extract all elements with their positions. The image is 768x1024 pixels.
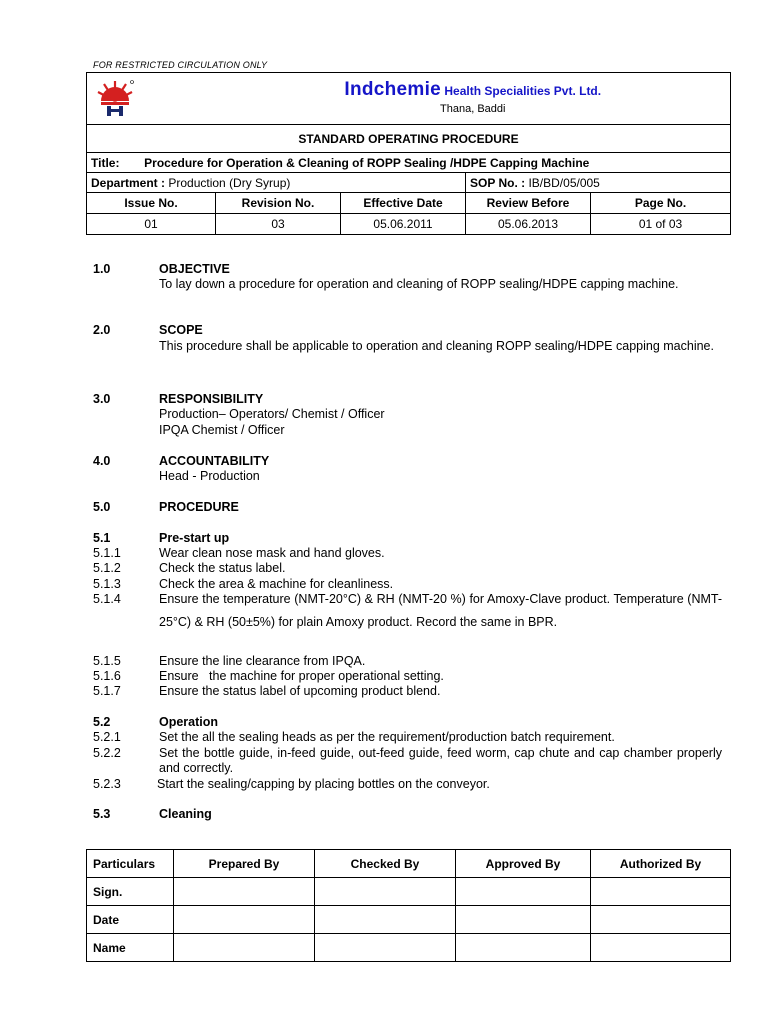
val-revision-no: 03: [216, 214, 341, 235]
step-number: 5.1.1: [93, 546, 121, 560]
subsection-number: 5.2: [93, 715, 111, 729]
sig-cell[interactable]: [591, 906, 731, 934]
section-text: Head - Production: [159, 469, 260, 483]
step-text: Set the all the sealing heads as per the requirement/production batch requirement.: [159, 730, 615, 744]
section-heading: PROCEDURE: [159, 500, 239, 514]
sop-number-cell: [466, 173, 731, 193]
subsection-heading: Cleaning: [159, 807, 212, 821]
sig-cell[interactable]: [456, 878, 591, 906]
sop-title: STANDARD OPERATING PROCEDURE: [87, 125, 731, 153]
col-page-no: Page No.: [591, 193, 731, 214]
subsection-heading: Pre-start up: [159, 531, 230, 545]
sig-row-sign: Sign.: [87, 878, 174, 906]
step-text: Start the sealing/capping by placing bottles on the conveyor.: [157, 777, 490, 791]
header-table: [86, 72, 731, 235]
col-effective-date: Effective Date: [341, 193, 466, 214]
sig-cell[interactable]: [315, 934, 456, 962]
sig-cell[interactable]: [591, 878, 731, 906]
section-text: Production– Operators/ Chemist / Officer: [159, 407, 385, 421]
step-number: 5.1.7: [93, 684, 121, 698]
company-name-rest: Health Specialities Pvt. Ltd.: [444, 84, 602, 98]
step-number: 5.1.5: [93, 654, 121, 668]
step-number: 5.1.6: [93, 669, 121, 683]
section-number: 3.0: [93, 392, 111, 406]
sig-cell[interactable]: [174, 906, 315, 934]
company-location: Thana, Baddi: [440, 103, 506, 115]
subsection-number: 5.3: [93, 807, 111, 821]
step-text: Ensure the line clearance from IPQA.: [159, 654, 366, 668]
sig-col-particulars: Particulars: [87, 850, 174, 878]
signature-table: [86, 849, 731, 962]
department-label: Department :: [91, 175, 166, 190]
section-text: To lay down a procedure for operation and cleaning of ROPP sealing/HDPE capping machine.: [159, 277, 679, 291]
title-row: [87, 153, 731, 173]
step-number: 5.1.3: [93, 577, 121, 591]
company-logo-icon: [87, 73, 143, 121]
section-number: 1.0: [93, 262, 111, 276]
section-heading: OBJECTIVE: [159, 262, 230, 276]
sig-cell[interactable]: [315, 906, 456, 934]
sop-number-value: IB/BD/05/005: [528, 175, 600, 190]
subsection-number: 5.1: [93, 531, 111, 545]
step-number: 5.1.4: [93, 592, 121, 606]
sig-col-prepared-by: Prepared By: [174, 850, 315, 878]
step-text: Ensure the status label of upcoming product blend.: [159, 684, 441, 698]
step-text: Check the area & machine for cleanliness.: [159, 577, 394, 591]
val-effective-date: 05.06.2011: [341, 214, 466, 235]
sig-col-checked-by: Checked By: [315, 850, 456, 878]
step-number: 5.2.2: [93, 746, 121, 760]
col-revision-no: Revision No.: [216, 193, 341, 214]
sig-col-approved-by: Approved By: [456, 850, 591, 878]
sig-cell[interactable]: [174, 934, 315, 962]
section-number: 4.0: [93, 454, 111, 468]
section-number: 2.0: [93, 323, 111, 337]
section-heading: RESPONSIBILITY: [159, 392, 264, 406]
section-text: IPQA Chemist / Officer: [159, 423, 285, 437]
section-text: This procedure shall be applicable to operation and cleaning ROPP sealing/HDPE capping machine.: [159, 339, 714, 353]
step-text: Ensure the machine for proper operational setting.: [159, 669, 444, 683]
sop-number-label: SOP No. :: [470, 175, 526, 190]
section-heading: SCOPE: [159, 323, 203, 337]
val-page-no: 01 of 03: [591, 214, 731, 235]
step-text: Ensure the temperature (NMT-20°C) & RH (NMT-20 %) for Amoxy-Clave product. Temperature (NMT-25°C) & RH (50±5%) for plain Amoxy product. Record the same in BPR.: [159, 592, 722, 629]
logo-cell: [87, 73, 216, 125]
sig-cell[interactable]: [315, 878, 456, 906]
title-label: Title:: [91, 155, 120, 170]
step-number: 5.1.2: [93, 561, 121, 575]
step-text: Wear clean nose mask and hand gloves.: [159, 546, 385, 560]
step-text: Check the status label.: [159, 561, 286, 575]
title-value: Procedure for Operation & Cleaning of ROPP Sealing /HDPE Capping Machine: [144, 155, 590, 170]
subsection-heading: Operation: [159, 715, 219, 729]
sig-cell[interactable]: [591, 934, 731, 962]
val-issue-no: 01: [87, 214, 216, 235]
sig-cell[interactable]: [456, 906, 591, 934]
company-cell: [216, 73, 731, 125]
sig-col-authorized-by: Authorized By: [591, 850, 731, 878]
section-heading: ACCOUNTABILITY: [159, 454, 270, 468]
sig-row-date: Date: [87, 906, 174, 934]
val-review-before: 05.06.2013: [466, 214, 591, 235]
restricted-notice: FOR RESTRICTED CIRCULATION ONLY: [93, 60, 268, 70]
sig-cell[interactable]: [456, 934, 591, 962]
sig-cell[interactable]: [174, 878, 315, 906]
company-name: Indchemie: [344, 79, 442, 100]
department-value: Production (Dry Syrup): [168, 175, 291, 190]
sig-row-name: Name: [87, 934, 174, 962]
col-review-before: Review Before: [466, 193, 591, 214]
step-number: 5.2.3: [93, 777, 121, 791]
col-issue-no: Issue No.: [87, 193, 216, 214]
step-text: Set the bottle guide, in-feed guide, out-feed guide, feed worm, cap chute and cap chamber properly and correctly.: [159, 746, 722, 775]
section-number: 5.0: [93, 500, 111, 514]
department-cell: [87, 173, 466, 193]
step-number: 5.2.1: [93, 730, 121, 744]
